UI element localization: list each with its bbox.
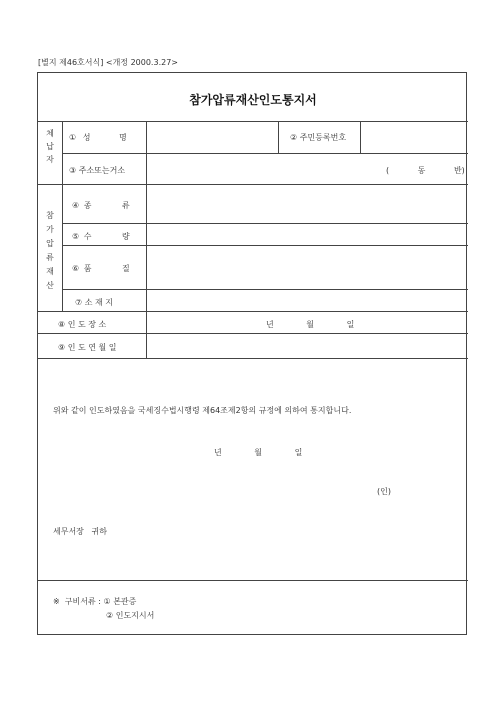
attachments-line-1: ※ 구비서류 : ① 본관증	[53, 597, 137, 606]
divider-name-value	[278, 121, 279, 153]
seal-mark: (인)	[377, 487, 391, 496]
notice-date: 년 월 일	[214, 448, 303, 457]
form-number-label: [별지 제46호서식] <개정 2000.3.27>	[38, 58, 178, 67]
quality-field[interactable]	[147, 246, 467, 289]
resident-number-field[interactable]	[361, 122, 467, 153]
type-label: ④ 종 류	[72, 201, 130, 210]
form-title: 참가압류재산인도통지서	[189, 93, 317, 107]
divider-body	[38, 580, 468, 581]
resident-number-label: ② 주민등록번호	[290, 133, 347, 142]
delivery-date-field[interactable]	[147, 334, 467, 358]
addressee: 세무서장 귀하	[53, 527, 107, 536]
name-field[interactable]	[147, 122, 278, 153]
location-label: ⑦ 소 재 지	[75, 298, 113, 307]
delivery-place-label: ⑧ 인 도 장 소	[58, 320, 107, 329]
type-field[interactable]	[147, 185, 467, 223]
property-group-label: 참 가 압 류 재 산	[46, 211, 54, 290]
divider-delivery-date	[38, 358, 468, 359]
delivery-place-date: 년 월 일	[266, 320, 355, 329]
attachments-line-2: ② 인도지시서	[106, 611, 155, 620]
delivery-date-label: ⑨ 인 도 연 월 일	[58, 343, 117, 352]
quantity-field[interactable]	[147, 224, 467, 245]
address-dong-ban: ( 동 반)	[386, 166, 465, 175]
quantity-label: ⑤ 수 량	[72, 232, 130, 241]
address-label: ③ 주소또는거소	[69, 166, 126, 175]
notice-statement: 위와 같이 인도하였음을 국세징수법시행령 제64조제2항의 규정에 의하여 통지합니다.	[53, 406, 352, 415]
location-field[interactable]	[147, 290, 467, 311]
taxpayer-group-label: 체 납 자	[46, 129, 54, 164]
quality-label: ⑥ 품 질	[72, 264, 130, 273]
name-label: ① 성 명	[69, 133, 127, 142]
notice-form	[37, 72, 467, 635]
divider-group-column	[62, 121, 63, 311]
